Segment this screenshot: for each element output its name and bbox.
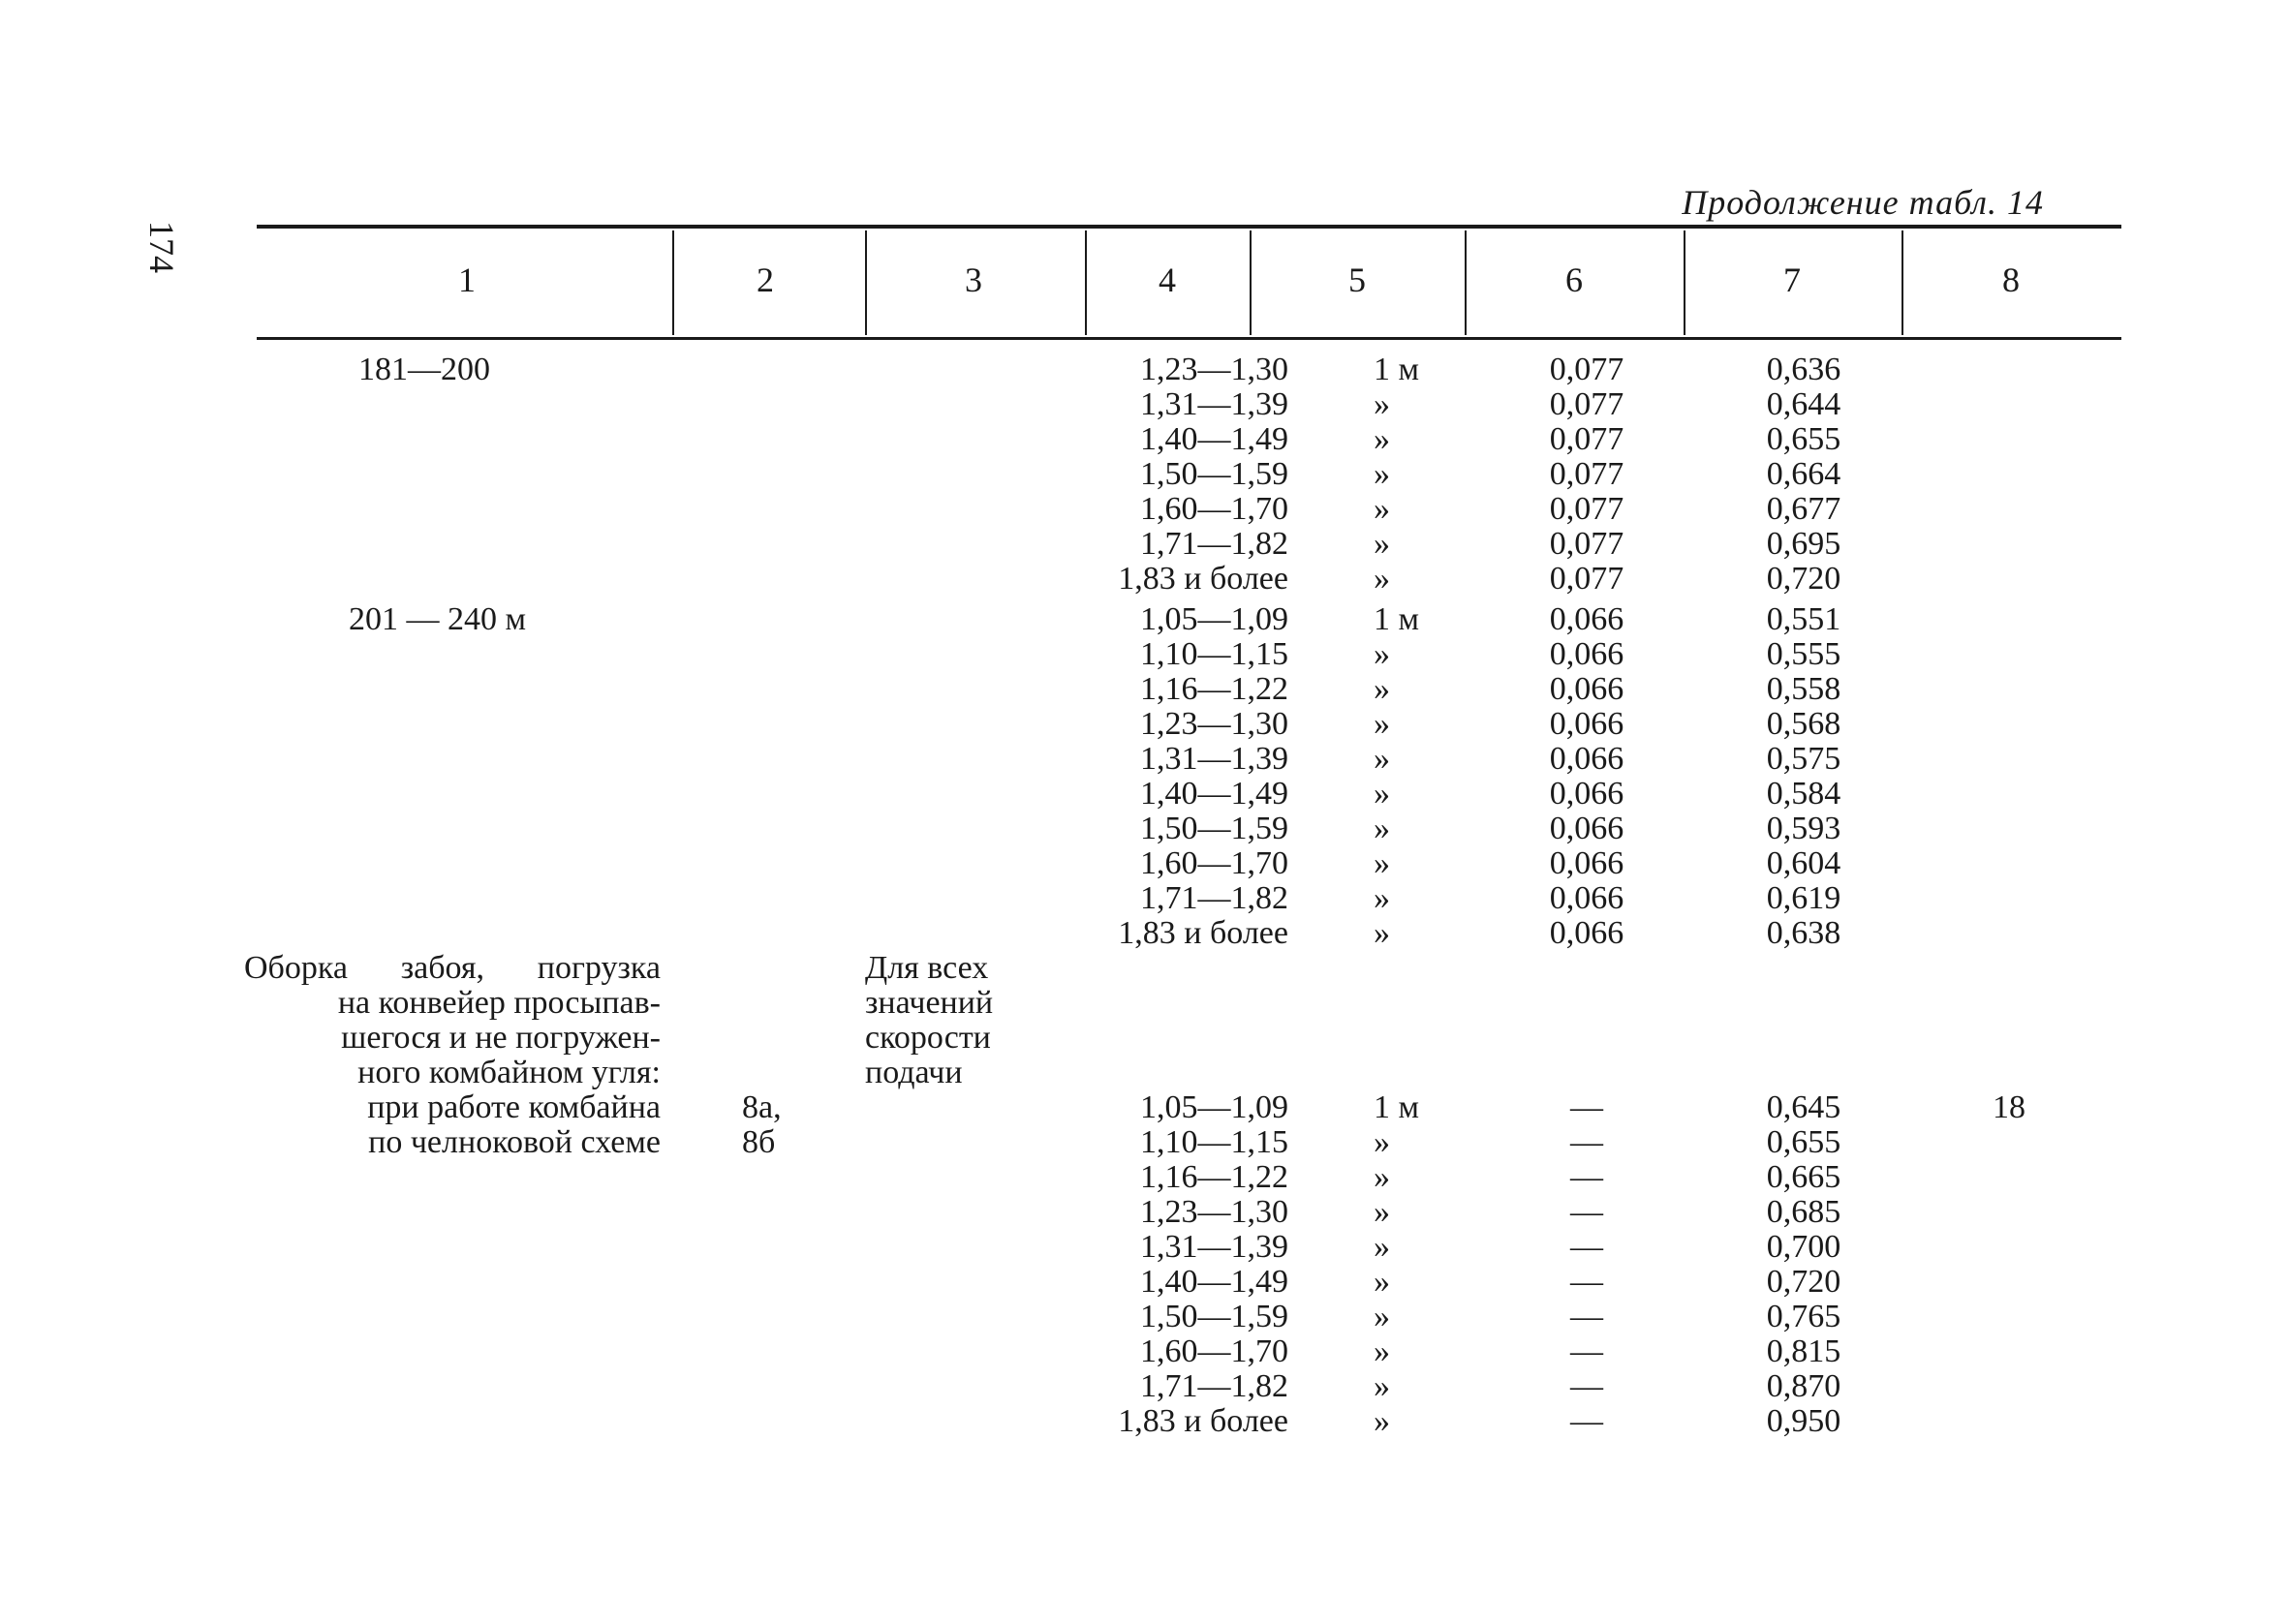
value-col6: — [1570,1194,1603,1230]
value-col6: — [1570,1403,1603,1439]
value-col7: 0,638 [1766,915,1841,951]
speed-range: 1,60—1,70 [1140,1333,1288,1369]
speed-range: 1,16—1,22 [1140,1159,1288,1195]
unit: » [1374,811,1390,846]
scheme-ref: 8б [742,1124,776,1160]
norm-ref: 18 [1993,1089,2025,1125]
unit: 1 м [1374,352,1420,387]
unit: » [1374,1299,1390,1334]
speed-range: 1,40—1,49 [1140,776,1288,812]
unit: » [1374,1403,1390,1439]
speed-range: 1,31—1,39 [1140,386,1288,422]
unit: » [1374,636,1390,672]
unit: » [1374,421,1390,457]
value-col6: — [1570,1089,1603,1125]
speed-range: 1,71—1,82 [1140,880,1288,916]
speed-range: 1,60—1,70 [1140,845,1288,881]
unit: » [1374,491,1390,527]
column-divider [1250,230,1252,335]
speed-range: 1,05—1,09 [1140,601,1288,637]
value-col7: 0,655 [1766,421,1841,457]
value-col6: 0,066 [1549,706,1624,742]
value-col6: 0,066 [1549,636,1624,672]
column-header-8: 8 [2002,260,2020,299]
value-col7: 0,584 [1766,776,1841,812]
value-col6: 0,077 [1549,386,1624,422]
unit: » [1374,1194,1390,1230]
speed-range: 1,16—1,22 [1140,671,1288,707]
value-col7: 0,815 [1766,1333,1841,1369]
value-col6: — [1570,1333,1603,1369]
value-col7: 0,870 [1766,1368,1841,1404]
column-header-3: 3 [965,260,982,299]
table-top-rule [257,225,2121,229]
value-col6: 0,077 [1549,352,1624,387]
speed-range: 1,83 и более [1118,915,1288,951]
unit: » [1374,915,1390,951]
speed-range: 1,10—1,15 [1140,636,1288,672]
unit: » [1374,671,1390,707]
group-label: 201 — 240 м [349,601,527,637]
speed-range: 1,50—1,59 [1140,811,1288,846]
value-col6: 0,066 [1549,845,1624,881]
speed-range: 1,71—1,82 [1140,1368,1288,1404]
unit: » [1374,706,1390,742]
value-col7: 0,636 [1766,352,1841,387]
group-label: 181—200 [358,352,490,387]
unit: » [1374,1264,1390,1300]
speed-range: 1,71—1,82 [1140,526,1288,562]
speed-range: 1,23—1,30 [1140,352,1288,387]
speed-range: 1,31—1,39 [1140,1229,1288,1265]
column-header-6: 6 [1565,260,1583,299]
value-col7: 0,604 [1766,845,1841,881]
feed-speed-note: Для всех значений скорости подачи [865,950,994,1090]
value-col7: 0,720 [1766,1264,1841,1300]
value-col6: 0,066 [1549,671,1624,707]
unit: » [1374,1124,1390,1160]
speed-range: 1,83 и более [1118,561,1288,597]
column-divider [1085,230,1087,335]
value-col7: 0,644 [1766,386,1841,422]
speed-range: 1,23—1,30 [1140,1194,1288,1230]
speed-range: 1,50—1,59 [1140,1299,1288,1334]
unit: » [1374,1333,1390,1369]
column-divider [865,230,867,335]
unit: » [1374,456,1390,492]
unit: » [1374,845,1390,881]
unit: » [1374,561,1390,597]
unit: 1 м [1374,601,1420,637]
value-col7: 0,558 [1766,671,1841,707]
speed-range: 1,23—1,30 [1140,706,1288,742]
speed-range: 1,60—1,70 [1140,491,1288,527]
speed-range: 1,40—1,49 [1140,421,1288,457]
value-col7: 0,665 [1766,1159,1841,1195]
value-col6: — [1570,1264,1603,1300]
operation-description: Оборка забоя, погрузка на конвейер просыпав- шегося и не погружен- ного комбайном угля: при работе комбайна по челноковой схеме [244,950,661,1160]
value-col6: 0,066 [1549,601,1624,637]
speed-range: 1,50—1,59 [1140,456,1288,492]
column-header-2: 2 [757,260,774,299]
unit: » [1374,880,1390,916]
value-col7: 0,551 [1766,601,1841,637]
value-col7: 0,655 [1766,1124,1841,1160]
value-col6: — [1570,1159,1603,1195]
value-col7: 0,593 [1766,811,1841,846]
column-divider [672,230,674,335]
value-col6: 0,066 [1549,811,1624,846]
column-header-4: 4 [1159,260,1176,299]
unit: » [1374,386,1390,422]
value-col7: 0,695 [1766,526,1841,562]
value-col7: 0,677 [1766,491,1841,527]
speed-range: 1,05—1,09 [1140,1089,1288,1125]
column-divider [1902,230,1903,335]
speed-range: 1,31—1,39 [1140,741,1288,777]
value-col7: 0,685 [1766,1194,1841,1230]
value-col6: 0,077 [1549,491,1624,527]
page-number: 174 [142,221,181,273]
value-col6: 0,077 [1549,421,1624,457]
value-col6: — [1570,1229,1603,1265]
value-col6: 0,077 [1549,456,1624,492]
unit: » [1374,741,1390,777]
speed-range: 1,83 и более [1118,1403,1288,1439]
value-col6: 0,077 [1549,526,1624,562]
value-col6: 0,066 [1549,880,1624,916]
value-col7: 0,575 [1766,741,1841,777]
value-col6: 0,077 [1549,561,1624,597]
column-header-7: 7 [1783,260,1801,299]
value-col7: 0,664 [1766,456,1841,492]
speed-range: 1,10—1,15 [1140,1124,1288,1160]
table-header-rule [257,337,2121,340]
table-caption: Продолжение табл. 14 [1682,183,2044,222]
value-col7: 0,619 [1766,880,1841,916]
unit: » [1374,526,1390,562]
value-col6: — [1570,1368,1603,1404]
value-col7: 0,645 [1766,1089,1841,1125]
unit: » [1374,1159,1390,1195]
column-header-5: 5 [1348,260,1366,299]
value-col7: 0,950 [1766,1403,1841,1439]
value-col6: — [1570,1124,1603,1160]
unit: » [1374,776,1390,812]
unit: » [1374,1229,1390,1265]
value-col7: 0,568 [1766,706,1841,742]
value-col7: 0,555 [1766,636,1841,672]
column-divider [1465,230,1467,335]
column-header-1: 1 [458,260,476,299]
speed-range: 1,40—1,49 [1140,1264,1288,1300]
value-col6: 0,066 [1549,776,1624,812]
value-col7: 0,720 [1766,561,1841,597]
value-col6: 0,066 [1549,915,1624,951]
unit: » [1374,1368,1390,1404]
value-col7: 0,765 [1766,1299,1841,1334]
unit: 1 м [1374,1089,1420,1125]
column-divider [1684,230,1685,335]
value-col7: 0,700 [1766,1229,1841,1265]
scheme-ref: 8а, [742,1089,782,1125]
value-col6: 0,066 [1549,741,1624,777]
value-col6: — [1570,1299,1603,1334]
